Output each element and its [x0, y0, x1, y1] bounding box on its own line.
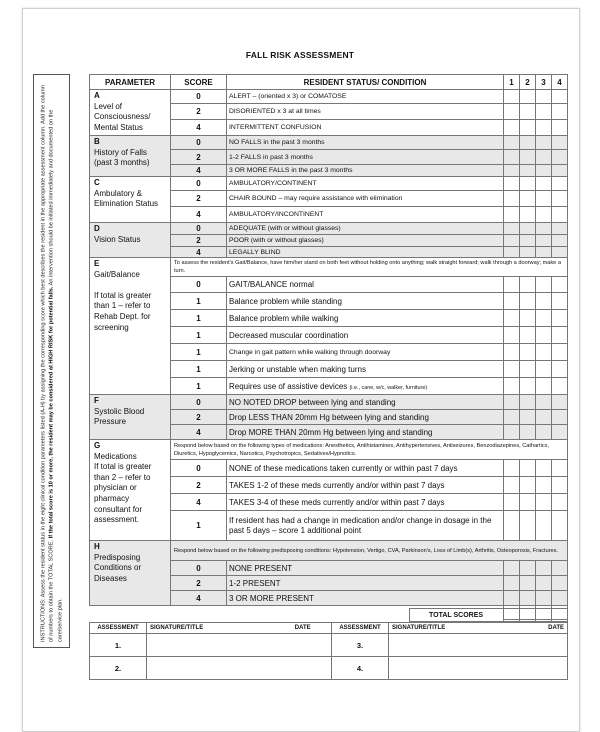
assess-cell[interactable] — [552, 460, 568, 477]
assess-cell[interactable] — [536, 591, 552, 606]
score-cell: 0 — [171, 460, 227, 477]
score-cell: 1 — [171, 293, 227, 310]
score-cell: 1 — [171, 511, 227, 541]
assess-cell[interactable] — [520, 191, 536, 207]
condition-cell: TAKES 3-4 of these meds currently and/or within past 7 days — [227, 494, 504, 511]
assess-cell[interactable] — [536, 327, 552, 344]
assessment-number-3: 3. — [332, 634, 389, 657]
condition-cell: CHAIR BOUND – may require assistance with elimination — [227, 191, 504, 207]
assess-cell[interactable] — [536, 361, 552, 378]
assess-cell[interactable] — [520, 90, 536, 104]
header-condition: RESIDENT STATUS/ CONDITION — [227, 75, 504, 90]
score-cell: 4 — [171, 425, 227, 440]
assess-cell[interactable] — [504, 310, 520, 327]
assess-cell[interactable] — [520, 293, 536, 310]
condition-cell: AMBULATORY/CONTINENT — [227, 177, 504, 191]
assess-cell[interactable] — [552, 477, 568, 494]
header-col-4: 4 — [552, 75, 568, 90]
assess-cell[interactable] — [520, 120, 536, 136]
assess-cell[interactable] — [504, 425, 520, 440]
param-g-letter: G — [94, 441, 101, 450]
assess-cell[interactable] — [552, 150, 568, 165]
total-cell[interactable] — [519, 609, 535, 622]
assess-cell[interactable] — [536, 395, 552, 410]
assess-cell[interactable] — [536, 177, 552, 191]
condition-cell — [227, 378, 504, 395]
assess-cell[interactable] — [536, 104, 552, 120]
assess-cell[interactable] — [504, 191, 520, 207]
score-cell: 4 — [171, 494, 227, 511]
score-cell: 2 — [171, 576, 227, 591]
param-b — [90, 136, 171, 177]
gait-instructions: To assess the resident's Gait/Balance, have him/her stand on both feet without holding onto anything; walk straight forward; walk through a doorway; make a turn. — [171, 258, 568, 277]
param-h-name: Predisposing Conditions or Diseases — [94, 552, 142, 583]
assess-cell[interactable] — [552, 120, 568, 136]
total-scores-row — [89, 608, 568, 622]
header-parameter: PARAMETER — [90, 75, 171, 90]
condition-cell: Drop MORE THAN 20mm Hg between lying and standing — [227, 425, 504, 440]
condition-cell: GAIT/BALANCE normal — [227, 277, 504, 293]
header-col-2: 2 — [520, 75, 536, 90]
assess-cell[interactable] — [520, 310, 536, 327]
assess-cell[interactable] — [552, 235, 568, 247]
condition-cell: 1-2 FALLS in past 3 months — [227, 150, 504, 165]
assess-cell[interactable] — [504, 561, 520, 576]
score-cell: 2 — [171, 410, 227, 425]
assess-cell[interactable] — [504, 235, 520, 247]
assess-cell[interactable] — [536, 378, 552, 395]
assistive-devices-note: (i.e., cane, w/c, walker, furniture) — [349, 384, 428, 391]
param-e-name: Gait/Balance — [94, 269, 140, 279]
assess-cell[interactable] — [536, 150, 552, 165]
assess-cell[interactable] — [552, 177, 568, 191]
score-cell: 2 — [171, 477, 227, 494]
condition-cell: 3 OR MORE PRESENT — [227, 591, 504, 606]
sig-header-signature: SIGNATURE/TITLE — [147, 623, 275, 634]
assess-cell[interactable] — [536, 344, 552, 361]
signature-field-3[interactable] — [389, 634, 568, 657]
assess-cell[interactable] — [536, 120, 552, 136]
assess-cell[interactable] — [552, 327, 568, 344]
assess-cell[interactable] — [504, 327, 520, 344]
assess-cell[interactable] — [536, 425, 552, 440]
param-e-note: If total is greater than 1 – refer to Rehab Dept. for screening — [94, 290, 152, 332]
assess-cell[interactable] — [520, 494, 536, 511]
assess-cell[interactable] — [504, 165, 520, 177]
condition-cell: INTERMITTENT CONFUSION — [227, 120, 504, 136]
total-cell[interactable] — [551, 609, 567, 622]
score-cell: 0 — [171, 277, 227, 293]
condition-cell: 1-2 PRESENT — [227, 576, 504, 591]
score-cell: 1 — [171, 344, 227, 361]
assess-cell[interactable] — [520, 235, 536, 247]
param-d-letter: D — [94, 224, 100, 233]
score-cell: 0 — [171, 223, 227, 235]
assess-cell[interactable] — [504, 177, 520, 191]
condition-cell: Decreased muscular coordination — [227, 327, 504, 344]
param-c — [90, 177, 171, 223]
assess-cell[interactable] — [520, 104, 536, 120]
score-cell: 0 — [171, 136, 227, 150]
assess-cell[interactable] — [504, 247, 520, 258]
assess-cell[interactable] — [552, 223, 568, 235]
assess-cell[interactable] — [536, 90, 552, 104]
assess-cell[interactable] — [504, 477, 520, 494]
assess-cell[interactable] — [552, 344, 568, 361]
sig-header-date-2: DATE — [511, 623, 568, 634]
score-cell: 4 — [171, 207, 227, 223]
signature-field-4[interactable] — [389, 657, 568, 680]
assess-cell[interactable] — [520, 136, 536, 150]
score-cell: 4 — [171, 165, 227, 177]
header-col-3: 3 — [536, 75, 552, 90]
assess-cell[interactable] — [536, 410, 552, 425]
assess-cell[interactable] — [552, 136, 568, 150]
total-scores-label: TOTAL SCORES — [409, 609, 503, 622]
assess-cell[interactable] — [520, 591, 536, 606]
param-e — [90, 258, 171, 395]
assessment-number-2: 2. — [90, 657, 147, 680]
assess-cell[interactable] — [552, 277, 568, 293]
assess-cell[interactable] — [504, 223, 520, 235]
param-f-name: Systolic Blood Pressure — [94, 406, 145, 427]
signature-table — [89, 622, 568, 680]
score-cell: 0 — [171, 90, 227, 104]
condition-cell: TAKES 1-2 of these meds currently and/or within past 7 days — [227, 477, 504, 494]
assess-cell[interactable] — [520, 327, 536, 344]
param-e-letter: E — [94, 259, 100, 268]
assess-cell[interactable] — [504, 494, 520, 511]
param-g-note: If total is greater than 2 – refer to physician or pharmacy consultant for assessment. — [94, 462, 152, 525]
assess-cell[interactable] — [552, 293, 568, 310]
assess-cell[interactable] — [536, 165, 552, 177]
instructions-box — [33, 74, 70, 648]
param-b-letter: B — [94, 137, 100, 146]
assess-cell[interactable] — [552, 378, 568, 395]
assess-cell[interactable] — [536, 277, 552, 293]
sig-header-assessment: ASSESSMENT — [90, 623, 147, 634]
param-b-name: History of Falls (past 3 months) — [94, 147, 150, 168]
assess-cell[interactable] — [520, 207, 536, 223]
assess-cell[interactable] — [552, 247, 568, 258]
condition-cell: NO NOTED DROP between lying and standing — [227, 395, 504, 410]
param-h-letter: H — [94, 542, 100, 551]
assess-cell[interactable] — [520, 177, 536, 191]
assess-cell[interactable] — [520, 277, 536, 293]
condition-cell: AMBULATORY/INCONTINENT — [227, 207, 504, 223]
assessment-number-1: 1. — [90, 634, 147, 657]
assess-cell[interactable] — [552, 425, 568, 440]
assess-cell[interactable] — [552, 576, 568, 591]
condition-cell: NONE of these medications taken currently or within past 7 days — [227, 460, 504, 477]
param-a — [90, 90, 171, 136]
assess-cell[interactable] — [520, 460, 536, 477]
assess-cell[interactable] — [520, 247, 536, 258]
assess-cell[interactable] — [504, 90, 520, 104]
instructions-bold: If the total score is 10 or more, the resident may be considered at HIGH RISK for potential falls. — [48, 286, 55, 539]
score-cell: 1 — [171, 310, 227, 327]
assess-cell[interactable] — [504, 136, 520, 150]
sig-header-assessment-2: ASSESSMENT — [332, 623, 389, 634]
assess-cell[interactable] — [520, 511, 536, 541]
condition-cell: DISORIENTED x 3 at all times — [227, 104, 504, 120]
assess-cell[interactable] — [552, 207, 568, 223]
assess-cell[interactable] — [552, 104, 568, 120]
assess-cell[interactable] — [536, 235, 552, 247]
medication-instructions: Respond below based on the following types of medications: Anesthetics, Antihistamines, Antihypertensives, Antiseizures, Benzodiazepines, Cathartics, Diuretics, Hypoglycemics, Narcotics, Psychotropics, Sedatives/Hypnotics. — [171, 440, 568, 460]
assess-cell[interactable] — [536, 310, 552, 327]
assess-cell[interactable] — [552, 494, 568, 511]
assess-cell[interactable] — [520, 378, 536, 395]
param-g — [90, 440, 171, 541]
assess-cell[interactable] — [520, 395, 536, 410]
assess-cell[interactable] — [552, 591, 568, 606]
assess-cell[interactable] — [504, 591, 520, 606]
param-a-name: Level of Consciousness/ Mental Status — [94, 101, 151, 132]
condition-cell: Balance problem while standing — [227, 293, 504, 310]
assess-cell[interactable] — [552, 561, 568, 576]
assess-cell[interactable] — [504, 344, 520, 361]
signature-field-2[interactable] — [147, 657, 332, 680]
assess-cell[interactable] — [504, 511, 520, 541]
signature-field-1[interactable] — [147, 634, 332, 657]
assess-cell[interactable] — [536, 511, 552, 541]
assess-cell[interactable] — [520, 561, 536, 576]
assess-cell[interactable] — [504, 460, 520, 477]
score-cell: 2 — [171, 235, 227, 247]
assess-cell[interactable] — [504, 410, 520, 425]
assistive-devices-text: Requires use of assistive devices — [229, 381, 348, 391]
assess-cell[interactable] — [520, 223, 536, 235]
assess-cell[interactable] — [552, 191, 568, 207]
assessment-table — [89, 74, 568, 620]
assess-cell[interactable] — [552, 410, 568, 425]
assess-cell[interactable] — [536, 191, 552, 207]
score-cell: 4 — [171, 120, 227, 136]
condition-cell: ADEQUATE (with or without glasses) — [227, 223, 504, 235]
assess-cell[interactable] — [552, 90, 568, 104]
condition-cell: If resident has had a change in medication and/or change in dosage in the past 5 days – score 1 additional point — [227, 511, 504, 541]
instructions-text — [39, 80, 64, 642]
param-h — [90, 541, 171, 606]
assess-cell[interactable] — [536, 494, 552, 511]
assess-cell[interactable] — [536, 293, 552, 310]
assess-cell[interactable] — [504, 120, 520, 136]
header-col-1: 1 — [504, 75, 520, 90]
condition-cell: Balance problem while walking — [227, 310, 504, 327]
assess-cell[interactable] — [536, 576, 552, 591]
score-cell: 1 — [171, 378, 227, 395]
assess-cell[interactable] — [536, 207, 552, 223]
assess-cell[interactable] — [520, 361, 536, 378]
assess-cell[interactable] — [504, 378, 520, 395]
assess-cell[interactable] — [520, 165, 536, 177]
assessment-number-4: 4. — [332, 657, 389, 680]
condition-cell: ALERT – (oriented x 3) or COMATOSE — [227, 90, 504, 104]
assess-cell[interactable] — [536, 247, 552, 258]
param-d — [90, 223, 171, 258]
assess-cell[interactable] — [504, 104, 520, 120]
score-cell: 0 — [171, 177, 227, 191]
total-cell[interactable] — [503, 609, 519, 622]
param-c-name: Ambulatory & Elimination Status — [94, 188, 159, 209]
score-cell: 2 — [171, 104, 227, 120]
condition-cell: NONE PRESENT — [227, 561, 504, 576]
condition-cell: Drop LESS THAN 20mm Hg between lying and standing — [227, 410, 504, 425]
param-a-letter: A — [94, 91, 100, 100]
instructions-part1: INSTRUCTIONS: Assess the resident status in the eight clinical condition parameters listed (A-H) by assigning the corresponding score which best describes the resident in the appropriate assessment column. Add the column of numbers to obtain the TOTAL SCORE. — [40, 85, 55, 642]
assess-cell[interactable] — [504, 277, 520, 293]
score-cell: 4 — [171, 591, 227, 606]
score-cell: 2 — [171, 191, 227, 207]
condition-cell: Jerking or unstable when making turns — [227, 361, 504, 378]
condition-cell: 3 OR MORE FALLS in the past 3 months — [227, 165, 504, 177]
condition-cell: NO FALLS in the past 3 months — [227, 136, 504, 150]
score-cell: 2 — [171, 150, 227, 165]
form-title: FALL RISK ASSESSMENT — [245, 50, 355, 60]
score-cell: 0 — [171, 561, 227, 576]
condition-cell: POOR (with or without glasses) — [227, 235, 504, 247]
total-cell[interactable] — [535, 609, 551, 622]
assess-cell[interactable] — [520, 410, 536, 425]
total-spacer — [89, 609, 409, 622]
param-d-name: Vision Status — [94, 234, 141, 244]
assess-cell[interactable] — [520, 425, 536, 440]
assess-cell[interactable] — [520, 344, 536, 361]
condition-cell: LEGALLY BLIND — [227, 247, 504, 258]
score-cell: 4 — [171, 247, 227, 258]
assess-cell[interactable] — [520, 150, 536, 165]
assess-cell[interactable] — [520, 477, 536, 494]
assess-cell[interactable] — [552, 165, 568, 177]
assess-cell[interactable] — [504, 361, 520, 378]
param-g-name: Medications — [94, 451, 137, 461]
assess-cell[interactable] — [504, 576, 520, 591]
sig-header-date: DATE — [275, 623, 332, 634]
assess-cell[interactable] — [520, 576, 536, 591]
score-cell: 1 — [171, 327, 227, 344]
assess-cell[interactable] — [504, 395, 520, 410]
assess-cell[interactable] — [552, 361, 568, 378]
predisposing-instructions: Respond below based on the following predisposing conditions: Hypotension, Vertigo, CVA, Parkinson's, Loss of Limb(s), Arthritis, Osteoporosis, Fractures. — [171, 541, 568, 561]
assess-cell[interactable] — [504, 150, 520, 165]
assess-cell[interactable] — [552, 310, 568, 327]
param-f — [90, 395, 171, 440]
assess-cell[interactable] — [504, 293, 520, 310]
assess-cell[interactable] — [536, 477, 552, 494]
assess-cell[interactable] — [536, 223, 552, 235]
assess-cell[interactable] — [552, 395, 568, 410]
assess-cell[interactable] — [536, 460, 552, 477]
assess-cell[interactable] — [504, 207, 520, 223]
assess-cell[interactable] — [552, 511, 568, 541]
instructions-part2: An intervention should be initiated immediately and documented on the care/service plan. — [48, 109, 63, 642]
param-c-letter: C — [94, 178, 100, 187]
assess-cell[interactable] — [536, 561, 552, 576]
param-f-letter: F — [94, 396, 99, 405]
sig-header-signature-2: SIGNATURE/TITLE — [389, 623, 511, 634]
score-cell: 1 — [171, 361, 227, 378]
header-score: SCORE — [171, 75, 227, 90]
score-cell: 0 — [171, 395, 227, 410]
condition-cell: Change in gait pattern while walking through doorway — [227, 344, 504, 361]
assess-cell[interactable] — [536, 136, 552, 150]
